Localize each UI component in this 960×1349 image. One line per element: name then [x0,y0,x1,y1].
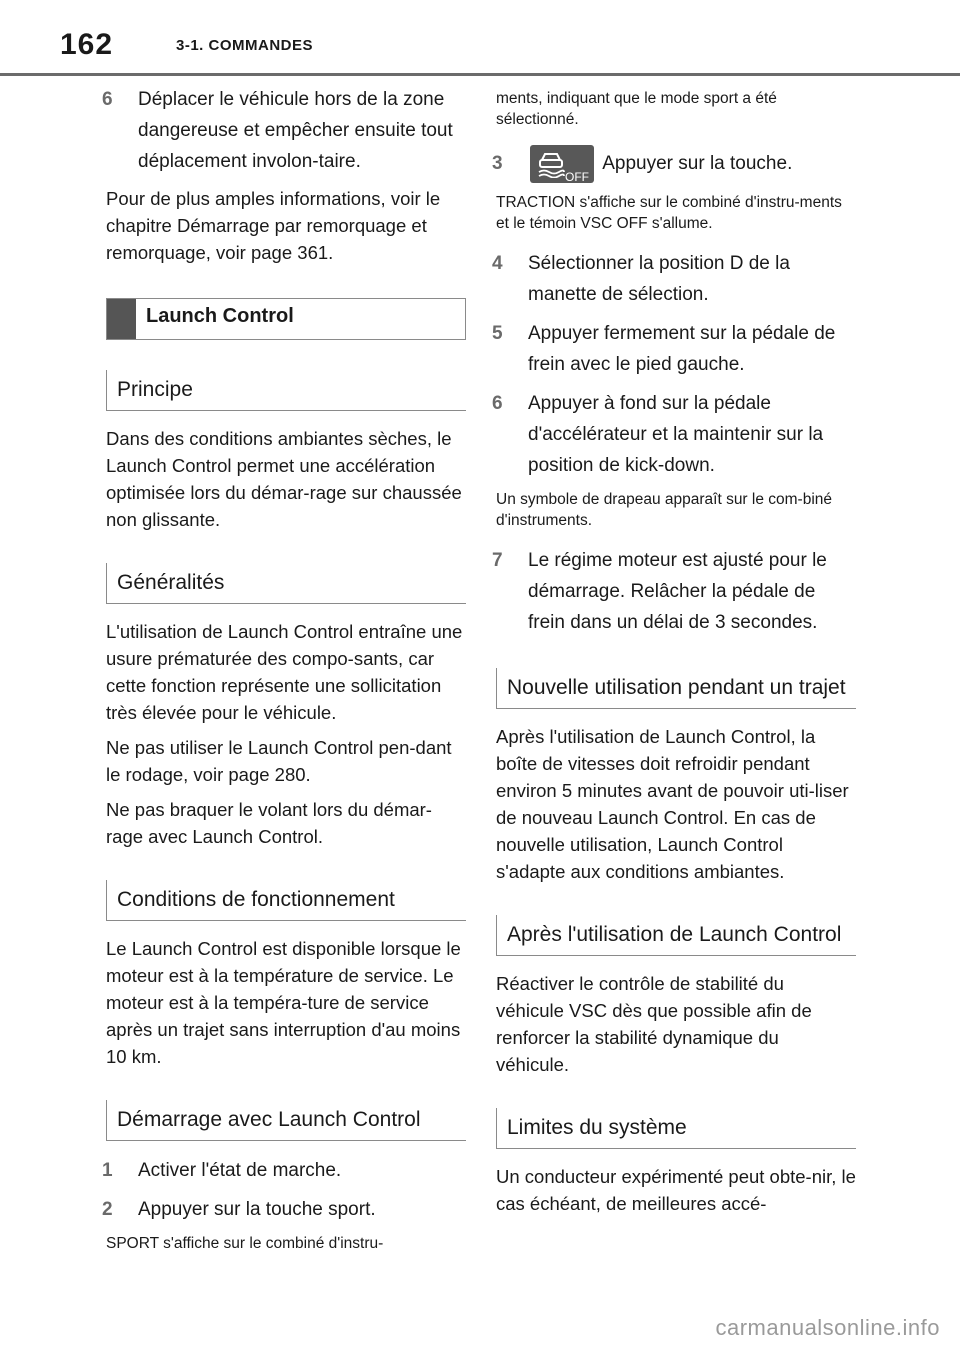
step-number: 7 [492,550,503,571]
step-item [492,545,856,638]
step-text: Appuyer sur la touche sport. [138,1199,376,1220]
step-text: Sélectionner la position D de la manette de sélection. [528,253,790,305]
conditions-paragraph: Le Launch Control est disponible lorsque le moteur est à la température de service. Le moteur est à la tempéra-ture de service après un trajet sans interruption d'au moins 10 km. [106,938,461,1067]
subheading-apres: Après l'utilisation de Launch Control [496,915,856,956]
step-number: 6 [102,89,113,110]
step-text: Activer l'état de marche. [138,1160,342,1181]
step-text: Le régime moteur est ajusté pour le démarrage. Relâcher la pédale de frein dans un délai de 3 secondes. [528,550,827,633]
chapter-title: 3-1. COMMANDES [176,37,314,54]
step-text: Appuyer fermement sur la pédale de frein avec le pied gauche. [528,323,836,375]
step-number: 3 [492,153,503,174]
principe-paragraph: Dans des conditions ambiantes sèches, le Launch Control permet une accélération optimisée lors du démar-rage sur chaussée non glissante. [106,428,462,530]
vsc-off-label: OFF [565,169,589,184]
left-column [102,82,466,1268]
section-heading [106,298,466,340]
step-text: Appuyer à fond sur la pédale d'accélérateur et la maintenir sur la position de kick-down. [528,393,824,476]
section-heading-text: Launch Control [146,305,294,327]
step-number: 2 [102,1199,113,1220]
step-item [102,1194,466,1225]
intro-paragraph: Pour de plus amples informations, voir le chapitre Démarrage par remorquage et remorquage, voir page 361. [106,188,441,263]
page-number: 162 [60,28,114,61]
step-item [492,144,856,184]
right-column [492,82,856,1225]
step-item [102,1155,466,1186]
subheading-principe: Principe [106,370,466,411]
nouvelle-paragraph: Après l'utilisation de Launch Control, la boîte de vitesses doit refroidir pendant environ 5 minutes avant de pouvoir uti-liser de nouveau Launch Control. En cas de nouvelle utilisation, Launch Control s'adapte aux conditions ambiantes. [496,726,849,882]
step-text: Appuyer sur la touche. [602,153,793,174]
generalites-paragraph-2: Ne pas utiliser le Launch Control pen-dant le rodage, voir page 280. [106,737,452,785]
subheading-generalites: Généralités [106,563,466,604]
step-number: 4 [492,253,503,274]
step-item [492,388,856,481]
step-item [492,318,856,380]
vsc-off-icon [530,145,594,183]
step-item [102,84,466,177]
watermark: carmanualsonline.info [715,1315,940,1340]
step-text: Déplacer le véhicule hors de la zone dangereuse et empêcher ensuite tout déplacement involon-taire. [138,89,453,172]
step-item [492,248,856,310]
generalites-paragraph-3: Ne pas braquer le volant lors du démar-rage avec Launch Control. [106,799,432,847]
limites-paragraph: Un conducteur expérimenté peut obte-nir, le cas échéant, de meilleures accé- [496,1166,856,1214]
step-note: SPORT s'affiche sur le combiné d'instru- [106,1235,384,1252]
step-note: TRACTION s'affiche sur le combiné d'instru-ments et le témoin VSC OFF s'allume. [496,194,842,232]
step-number: 5 [492,323,503,344]
subheading-nouvelle: Nouvelle utilisation pendant un trajet [496,668,856,709]
step-number: 6 [492,393,503,414]
apres-paragraph: Réactiver le contrôle de stabilité du véhicule VSC dès que possible afin de renforcer la stabilité dynamique du véhicule. [496,973,812,1075]
step-number: 1 [102,1160,113,1181]
header-divider [0,73,960,76]
subheading-conditions: Conditions de fonctionnement [106,880,466,921]
subheading-limites: Limites du système [496,1108,856,1149]
generalites-paragraph-1: L'utilisation de Launch Control entraîne une usure prématurée des compo-sants, car cette fonction représente une sollicitation très élevée pour le véhicule. [106,621,463,723]
subheading-demarrage: Démarrage avec Launch Control [106,1100,466,1141]
section-heading-bar [107,299,136,339]
page-header [0,0,960,80]
step-note: Un symbole de drapeau apparaît sur le com-biné d'instruments. [496,491,833,529]
step-note: ments, indiquant que le mode sport a été sélectionné. [496,90,777,128]
